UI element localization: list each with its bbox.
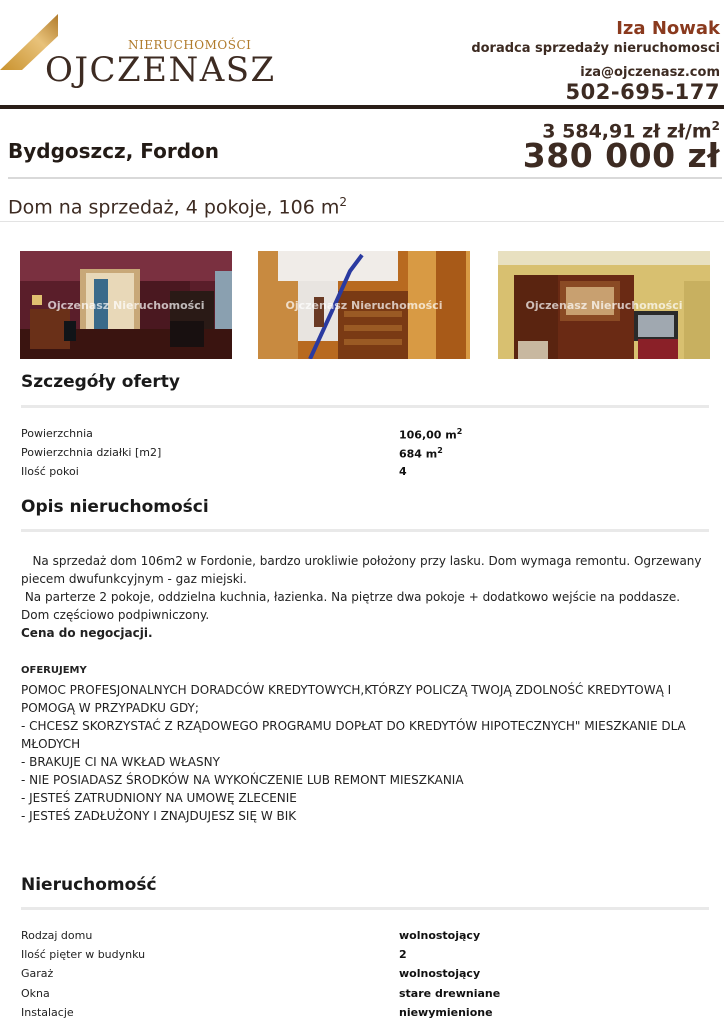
- detail-label: Powierzchnia: [21, 427, 93, 440]
- property-value: 2: [399, 948, 407, 961]
- photo-watermark: Ojczenasz Nieruchomości: [285, 299, 443, 312]
- agent-role: doradca sprzedaży nieruchomosci: [471, 41, 720, 56]
- description-heading: Opis nieruchomości: [21, 497, 209, 517]
- property-label: Ilość pięter w budynku: [21, 948, 146, 961]
- detail-label: Ilość pokoi: [21, 465, 79, 478]
- logo-name: OJCZENASZ: [45, 50, 276, 90]
- listing-title-sup: 2: [339, 195, 347, 209]
- description-paragraph: Na sprzedaż dom 106m2 w Fordonie, bardzo urokliwie położony przy lasku. Dom wymaga remontu. Ogrzewany piecem dwufunkcyjnym - gaz miejski.: [21, 554, 706, 586]
- offer-line: - CHCESZ SKORZYSTAĆ Z RZĄDOWEGO PROGRAMU DOPŁAT DO KREDYTÓW HIPOTECZNYCH" MIESZKANIE DLA MŁODYCH: [21, 719, 686, 751]
- title-divider: [8, 177, 722, 179]
- agent-contact: [471, 18, 720, 104]
- property-value: niewymienione: [399, 1006, 493, 1019]
- agent-email[interactable]: iza@ojczenasz.com: [580, 65, 720, 80]
- property-value: wolnostojący: [399, 929, 481, 942]
- description-divider: [21, 529, 709, 532]
- detail-label: Powierzchnia działki [m2]: [21, 446, 162, 459]
- property-label: Garaż: [21, 967, 54, 980]
- detail-value: [399, 446, 443, 461]
- photo-living-room[interactable]: [20, 251, 232, 359]
- photo-room-furniture[interactable]: [498, 251, 710, 359]
- offer-line: - JESTEŚ ZADŁUŻONY I ZNAJDUJESZ SIĘ W BIK: [21, 809, 297, 823]
- property-divider: [21, 907, 709, 910]
- detail-value-text: 684 m: [399, 447, 438, 461]
- detail-value: 4: [399, 465, 407, 478]
- detail-value-sup: 2: [437, 446, 443, 455]
- offer-line: - NIE POSIADASZ ŚRODKÓW NA WYKOŃCZENIE LUB REMONT MIESZKANIA: [21, 773, 464, 787]
- photo-watermark: Ojczenasz Nieruchomości: [47, 299, 205, 312]
- offer-title: OFERUJEMY: [21, 665, 87, 676]
- property-heading: Nieruchomość: [21, 875, 157, 895]
- details-divider: [21, 405, 709, 408]
- description-paragraph: Na parterze 2 pokoje, oddzielna kuchnia, łazienka. Na piętrze dwa pokoje + dodatkowo wejście na poddasze. Dom częściowo podpiwniczony.: [21, 590, 684, 622]
- description-emphasis: Cena do negocjacji.: [21, 626, 153, 640]
- offer-line: - BRAKUJE CI NA WKŁAD WŁASNY: [21, 755, 220, 769]
- description-body: [21, 552, 711, 642]
- logo-subtitle: NIERUCHOMOŚCI: [128, 38, 252, 52]
- property-label: Instalacje: [21, 1006, 74, 1019]
- listing-title: [8, 195, 347, 218]
- agent-name: Iza Nowak: [616, 18, 720, 39]
- detail-value-sup: 2: [456, 427, 463, 436]
- offer-line: - JESTEŚ ZATRUDNIONY NA UMOWĘ ZLECENIE: [21, 791, 297, 805]
- property-label: Okna: [21, 987, 50, 1000]
- agent-phone[interactable]: 502-695-177: [565, 80, 720, 104]
- listing-title-text: Dom na sprzedaż, 4 pokoje, 106 m: [8, 196, 340, 219]
- detail-value-text: 106,00 m: [399, 428, 457, 442]
- listing-location: Bydgoszcz, Fordon: [8, 139, 220, 163]
- property-value: stare drewniane: [399, 987, 501, 1000]
- details-heading: Szczegóły oferty: [21, 372, 180, 392]
- property-label: Rodzaj domu: [21, 929, 93, 942]
- listing-price: 380 000 zł: [522, 136, 720, 175]
- detail-value: [399, 427, 462, 442]
- price-per-m2-sup: 2: [711, 119, 720, 133]
- header-divider: [0, 105, 724, 109]
- offer-list: [21, 681, 711, 825]
- photo-watermark: Ojczenasz Nieruchomości: [525, 299, 683, 312]
- photo-staircase[interactable]: [258, 251, 470, 359]
- price-per-m2-value: 3 584,91 zł zł/m: [542, 120, 712, 143]
- property-value: wolnostojący: [399, 967, 481, 980]
- offer-line: POMOC PROFESJONALNYCH DORADCÓW KREDYTOWYCH,KTÓRZY POLICZĄ TWOJĄ ZDOLNOŚĆ KREDYTOWĄ I POMOGĄ W PRZYPADKU GDY;: [21, 683, 672, 715]
- subtitle-divider: [0, 221, 724, 222]
